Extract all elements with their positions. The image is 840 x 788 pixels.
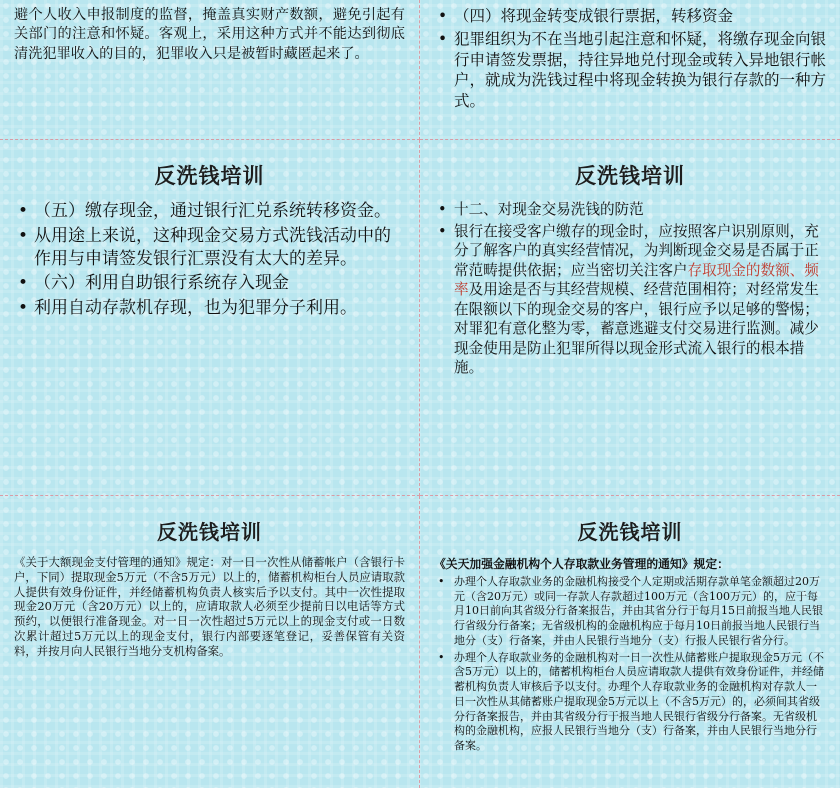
slide-4-highlight: 存取现金的数额、频率: [454, 261, 819, 299]
slide-1-paragraph: 避个人收入申报制度的监督，掩盖真实财产数额，避免引起有关部门的注意和怀疑。客观上，采用这种方式并不能达到彻底清洗犯罪收入的目的，犯罪收入只是被暂时藏匿起来了。: [14, 7, 405, 62]
slide-3-bullet-1: • （五）缴存现金，通过银行汇兑系统转移资金。: [14, 200, 405, 223]
slide-3: [0, 140, 420, 496]
slide-2-bullet-1: • （四）将现金转变成银行票据，转移资金: [434, 6, 826, 27]
slide-3-bullet-list: [14, 200, 405, 320]
slide-6-lead: 《关天加强金融机构个人存取款业务管理的通知》规定：: [434, 557, 729, 571]
slide-4-bullet-list: [434, 200, 826, 378]
slide-5: [0, 496, 420, 788]
slide-3-bullet-4: • 利用自动存款机存现，也为犯罪分子利用。: [14, 297, 405, 320]
slide-4-bullet-2-text: 银行在接受客户缴存的现金时，应按照客户识别原则，充分了解客户的真实经营情况，为判断现金交易是否属于正常范畴提供依据；应当密切关注客户存取现金的数额、频率及用途是否与其经营规模、经营范围相符；对经常发生在限额以下的现金交易的客户，银行应予以足够的警惕；对罪犯有意化整为零，蓄意逃避支付交易进行监测。减少现金使用是防止犯罪所得以现金形式流入银行的根本措施。: [454, 222, 819, 377]
slide-2-bullet-list: [434, 6, 826, 112]
slide-3-bullet-2: • 从用途上来说，这种现金交易方式洗钱活动中的作用与申请签发银行汇票没有太大的差异。: [14, 225, 405, 271]
slide-5-title: 反洗钱培训: [157, 520, 262, 544]
slide-4-bullet-2: [434, 222, 826, 378]
slide-5-paragraph: 《关于大额现金支付管理的通知》规定：对一日一次性从储蓄帐户（含银行卡户，下同）提取现金5万元（不含5万元）以上的，储蓄机构柜台人员应请取款人提供有效身份证件，并经储蓄机构负责人核实后予以支付。其中一次性提取现金20万元（含20万元）以上的，应请取款人必须至少提前日以电话等方式预约，以便银行准备现金。对一日一次性超过5万元以上的现金支付或一日数次累计超过5万元以上的现金支付，银行内部要逐笔登记，妥善保管有关资料，并按月向人民银行当地分支机构备案。: [14, 555, 405, 658]
slide-6-bullet-list: [434, 575, 826, 754]
slide-4-title: 反洗钱培训: [575, 163, 685, 188]
slide-2-bullet-2: • 犯罪组织为不在当地引起注意和怀疑，将缴存现金向银行申请签发票据，持往异地兑付现金或转入异地银行帐户，就成为洗钱过程中将现金转换为银行存款的一种方式。: [434, 29, 826, 112]
slide-6-title: 反洗钱培训: [577, 520, 683, 544]
slide-3-title: 反洗钱培训: [154, 163, 265, 188]
slide-1: [0, 0, 420, 140]
slide-6-bullet-2: • 办理个人存取款业务的金融机构对一日一次性从储蓄账户提取现金5万元（不含5万元）以上的，储蓄机构柜台人员应请取款人提供有效身份证件，并经储蓄机构负责人审核后予以支付。办理个人存取款业务的金融机构对存款人一日一次性从其储蓄账户提取现金5万元以上（不含5万元）的，必须间其省级分行备案报告，并由其省级分行于报当地人民银行省级分行备案。无省级机构的金融机构，应报人民银行当地分（支）行备案，并由人民银行当地分行备案。: [434, 651, 826, 754]
slide-4-bullet-1: • 十二、对现金交易洗钱的防范: [434, 200, 826, 220]
slide-6: [420, 496, 840, 788]
slide-2: [420, 0, 840, 140]
slide-4: [420, 140, 840, 496]
slide-6-bullet-1: • 办理个人存取款业务的金融机构接受个人定期或活期存款单笔金额超过20万元（含20万元）或同一存款人存款超过100万元（含100万元）的，应于每月10日前向其省级分行备案报告，并由其省分行于每月15日前报当地人民银行省级分行备案；无省级机构的金融机构应于每月10日前报当地人民银行当地分（支）行备案，并由人民银行当地分（支）行报人民银行省分行。: [434, 575, 826, 649]
slide-3-bullet-3: • （六）利用自助银行系统存入现金: [14, 272, 405, 295]
